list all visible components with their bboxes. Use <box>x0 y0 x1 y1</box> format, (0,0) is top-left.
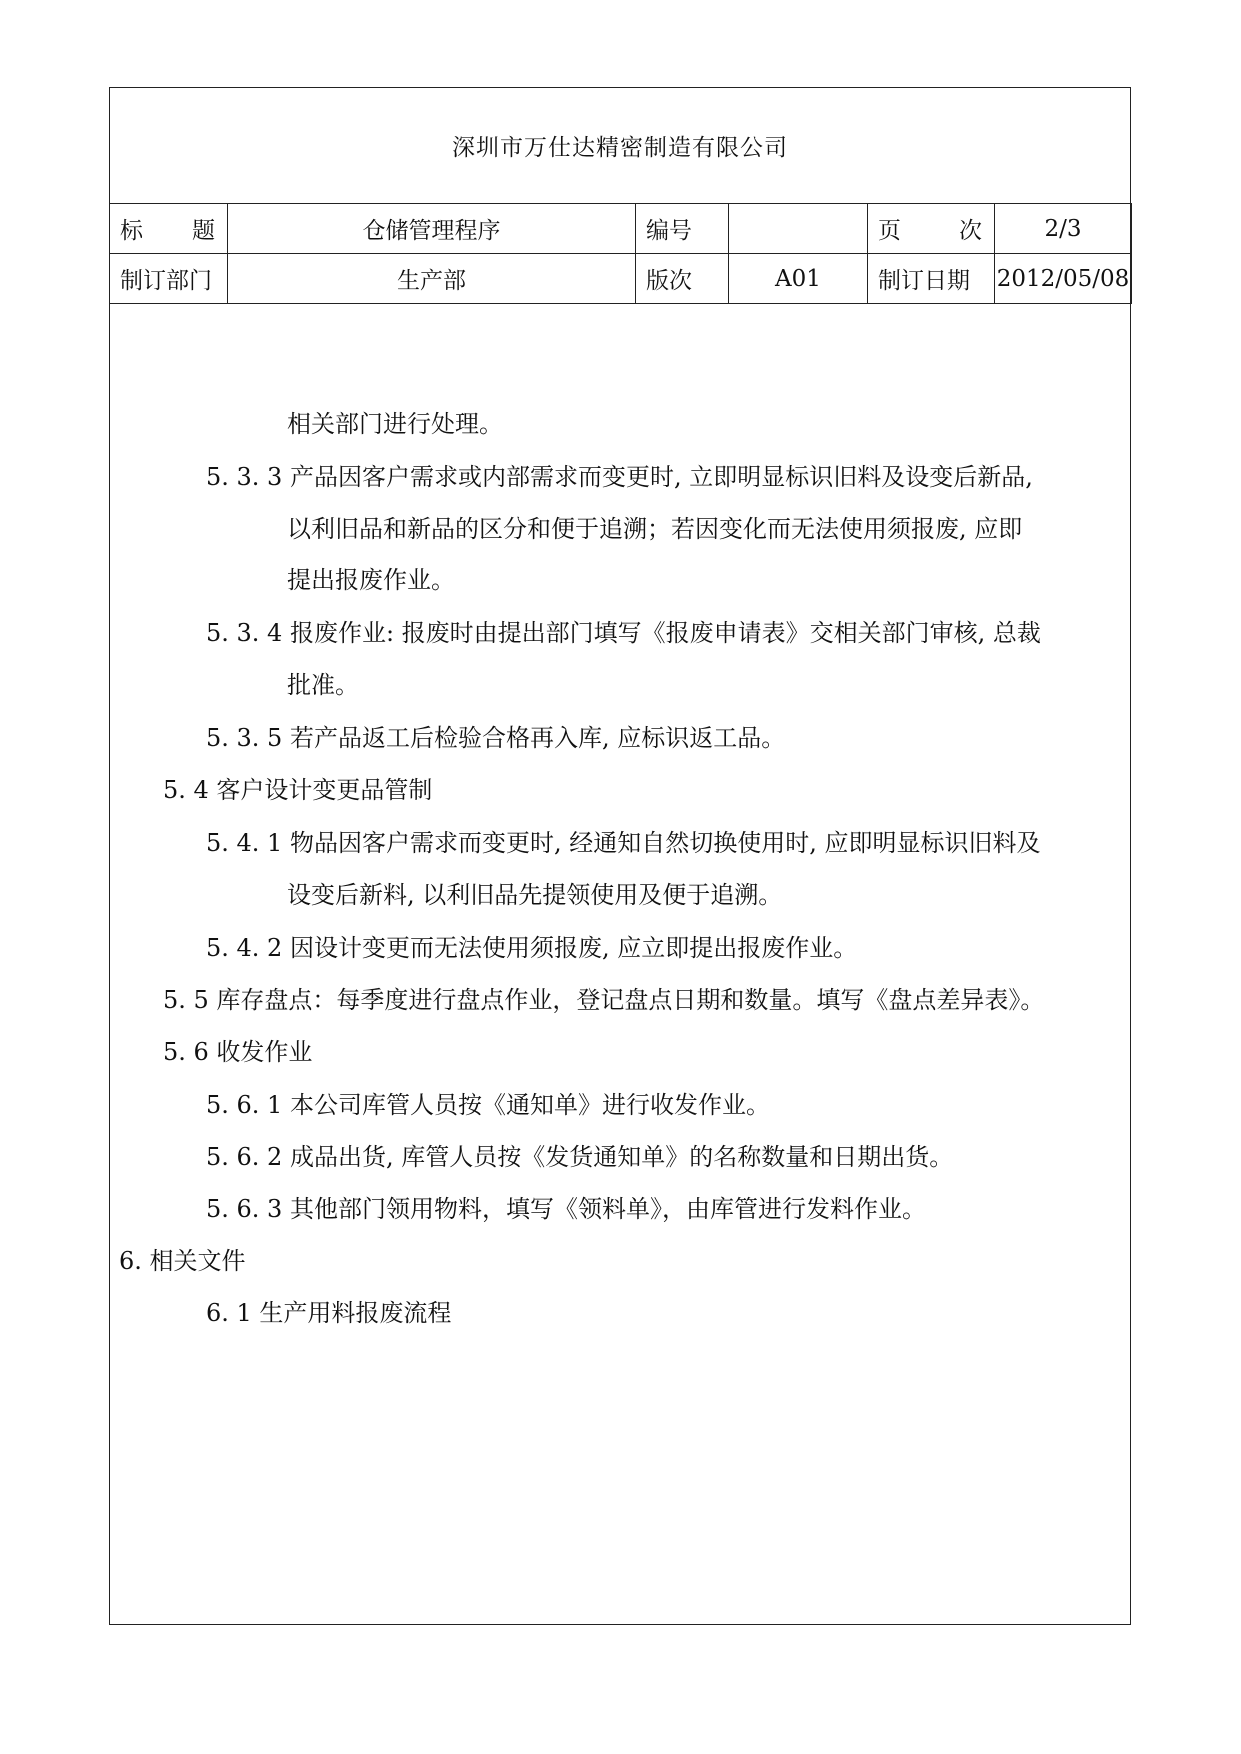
page-value: 2/3 <box>995 204 1132 254</box>
code-label: 编号 <box>636 204 729 254</box>
body-line: 6. 相关文件 <box>119 1247 246 1275</box>
body-line: 5. 4. 2 因设计变更而无法使用须报废, 应立即提出报废作业。 <box>206 934 858 962</box>
version-label: 版次 <box>636 254 729 304</box>
title-label: 标 题 <box>110 204 228 254</box>
body-line: 5. 3. 5 若产品返工后检验合格再入库, 应标识返工品。 <box>206 724 786 752</box>
body-line: 5. 6. 3 其他部门领用物料，填写《领料单》，由库管进行发料作业。 <box>206 1195 926 1223</box>
header-table <box>109 203 1132 304</box>
company-name: 深圳市万仕达精密制造有限公司 <box>452 135 788 161</box>
dept-label: 制订部门 <box>110 254 228 304</box>
body-line: 5. 6. 2 成品出货, 库管人员按《发货通知单》的名称数量和日期出货。 <box>206 1143 954 1171</box>
body-line: 以利旧品和新品的区分和便于追溯；若因变化而无法使用须报废, 应即 <box>287 515 1023 543</box>
dept-value: 生产部 <box>228 254 636 304</box>
page-label: 页 次 <box>868 204 995 254</box>
body-line: 相关部门进行处理。 <box>287 410 503 438</box>
header-row-2 <box>110 254 1132 304</box>
document-frame <box>109 87 1131 1625</box>
body-line: 5. 3. 4 报废作业: 报废时由提出部门填写《报废申请表》交相关部门审核, 总裁 <box>206 619 1041 647</box>
date-value: 2012/05/08 <box>995 254 1132 304</box>
header-row-1 <box>110 204 1132 254</box>
body-line: 批准。 <box>287 671 359 699</box>
body-line: 5. 4. 1 物品因客户需求而变更时, 经通知自然切换使用时, 应即明显标识旧料及 <box>206 829 1041 857</box>
body-line: 6. 1 生产用料报废流程 <box>206 1299 452 1327</box>
body-line: 提出报废作业。 <box>287 566 455 594</box>
body-line: 5. 3. 3 产品因客户需求或内部需求而变更时, 立即明显标识旧料及设变后新品, <box>206 463 1033 491</box>
title-value: 仓储管理程序 <box>228 204 636 254</box>
body-line: 5. 5 库存盘点：每季度进行盘点作业，登记盘点日期和数量。填写《盘点差异表》。 <box>163 986 1045 1014</box>
body-line: 5. 4 客户设计变更品管制 <box>163 776 433 804</box>
body-line: 5. 6. 1 本公司库管人员按《通知单》进行收发作业。 <box>206 1091 770 1119</box>
date-label: 制订日期 <box>868 254 995 304</box>
body-line: 设变后新料, 以利旧品先提领使用及便于追溯。 <box>287 881 783 909</box>
version-value: A01 <box>729 254 868 304</box>
body-line: 5. 6 收发作业 <box>163 1038 313 1066</box>
code-value <box>729 204 868 254</box>
